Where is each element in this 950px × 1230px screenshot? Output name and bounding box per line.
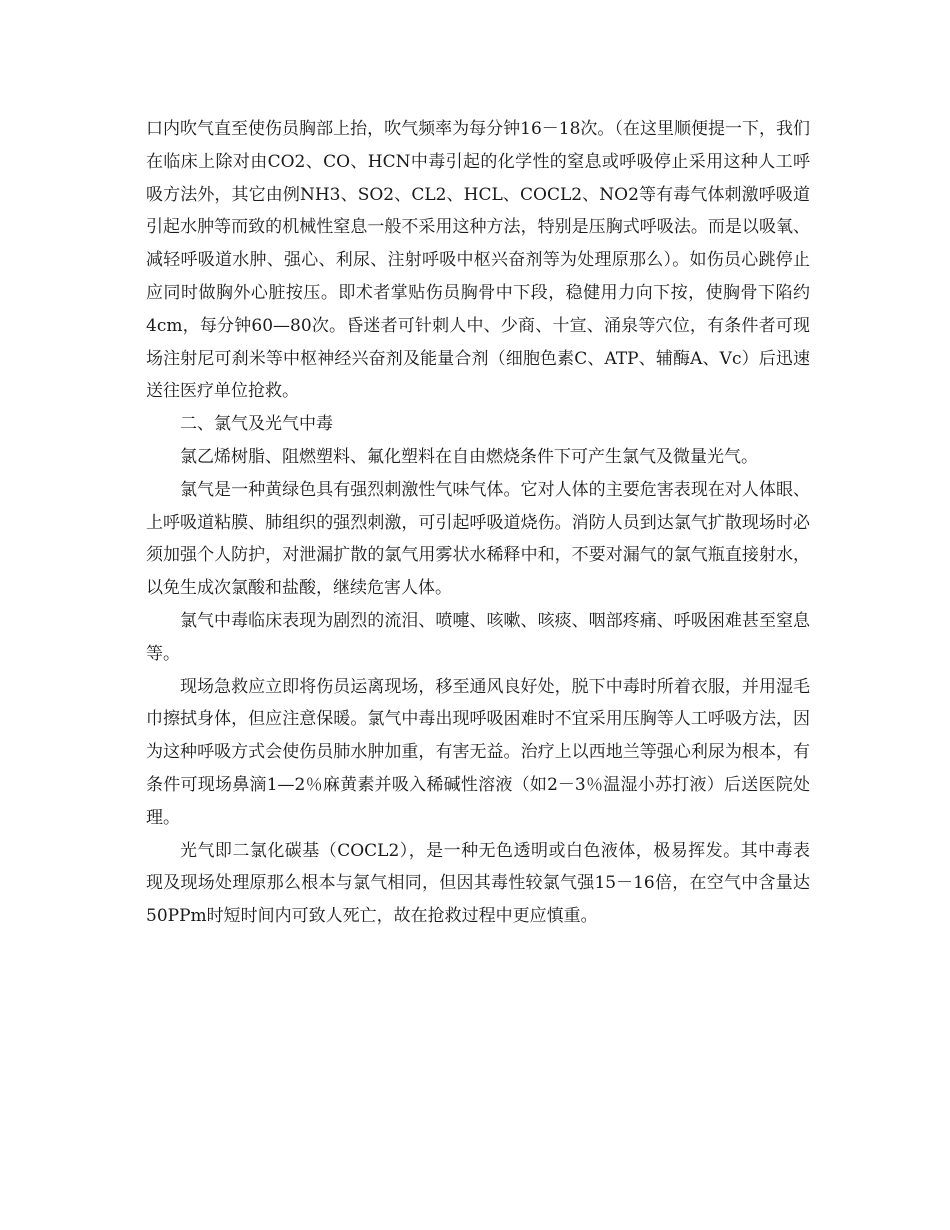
paragraph-first-aid: 现场急救应立即将伤员运离现场，移至通风良好处，脱下中毒时所着衣服，并用湿毛巾擦拭身体，但应注意保暖。氯气中毒出现呼吸困难时不宜采用压胸等人工呼吸方法，因为这种呼吸方式会使伤员肺水肿加重，有害无益。治疗上以西地兰等强心利尿为根本，有条件可现场鼻滴1—2％麻黄素并吸入稀碱性溶液（如2－3％温湿小苏打液）后送医院处理。 <box>146 676 810 828</box>
document-body <box>146 113 810 933</box>
section-heading-chlorine-phosgene: 二、氯气及光气中毒 <box>180 414 333 435</box>
paragraph-artificial-respiration: 口内吹气直至使伤员胸部上抬，吹气频率为每分钟16－18次。（在这里顺便提一下，我们在临床上除对由CO2、CO、HCN中毒引起的化学性的窒息或呼吸停止采用这种人工呼吸方法外，其它由例NH3、SO2、CL2、HCL、COCL2、NO2等有毒气体刺激呼吸道引起水肿等而致的机械性窒息一般不采用这种方法，特别是压胸式呼吸法。而是以吸氧、减轻呼吸道水肿、强心、利尿、注射呼吸中枢兴奋剂等为处理原那么）。如伤员心跳停止应同时做胸外心脏按压。即术者掌贴伤员胸骨中下段，稳健用力向下按，使胸骨下陷约4cm，每分钟60—80次。昏迷者可针刺人中、少商、十宣、涌泉等穴位，有条件者可现场注射尼可刹米等中枢神经兴奋剂及能量合剂（细胞色素C、ATP、辅酶A、Vc）后迅速送往医疗单位抢救。 <box>146 119 810 402</box>
paragraph-sources: 氯乙烯树脂、阻燃塑料、氟化塑料在自由燃烧条件下可产生氯气及微量光气。 <box>180 446 758 467</box>
paragraph-chlorine-hazard: 氯气是一种黄绿色具有强烈刺激性气味气体。它对人体的主要危害表现在对人体眼、上呼吸道粘膜、肺组织的强烈刺激，可引起呼吸道烧伤。消防人员到达氯气扩散现场时必须加强个人防护，对泄漏扩散的氯气用雾状水稀释中和，不要对漏气的氯气瓶直接射水，以免生成次氯酸和盐酸，继续危害人体。 <box>146 479 810 599</box>
paragraph-clinical-signs: 氯气中毒临床表现为剧烈的流泪、喷嚏、咳嗽、咳痰、咽部疼痛、呼吸困难甚至窒息等。 <box>146 610 810 664</box>
paragraph-phosgene: 光气即二氯化碳基（COCL2），是一种无色透明或白色液体，极易挥发。其中毒表现及现场处理原那么根本与氯气相同，但因其毒性较氯气强15－16倍，在空气中含量达50PPm时短时间内可致人死亡，故在抢救过程中更应慎重。 <box>146 840 810 927</box>
